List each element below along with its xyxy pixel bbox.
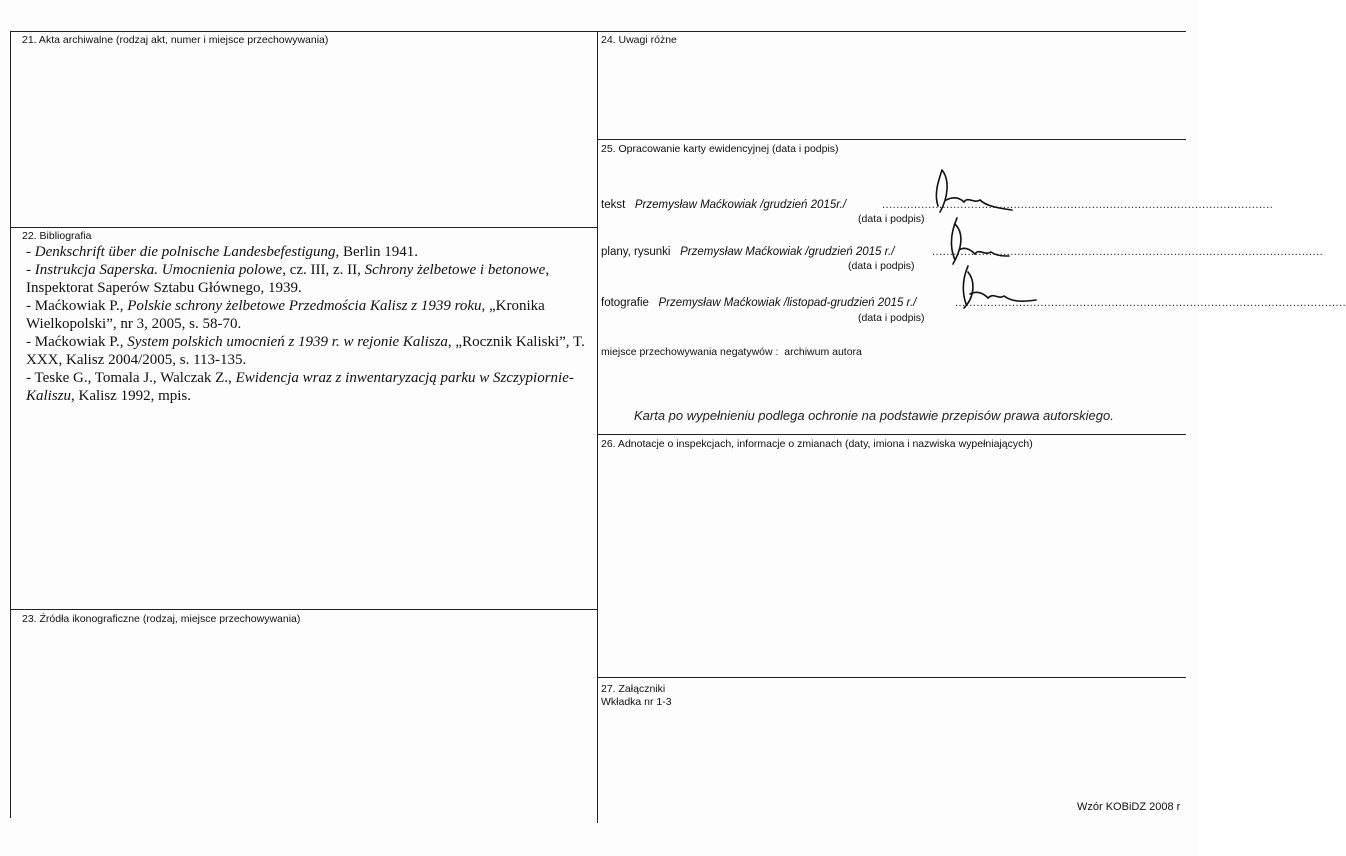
author-row-text (601, 199, 846, 211)
rule-24-25 (597, 139, 1186, 140)
author-row-plans (601, 246, 894, 258)
row-sub-label: (data i podpis) (858, 213, 925, 225)
left-rule (10, 31, 11, 818)
section-22-label: 22. Bibliografia (22, 230, 92, 242)
section-24-label: 24. Uwagi różne (601, 34, 677, 46)
negatives-label: miejsce przechowywania negatywów : (601, 346, 779, 358)
row-value: Przemysław Maćkowiak /grudzień 2015 r./ (680, 246, 895, 258)
top-rule (10, 31, 1186, 32)
column-divider (597, 31, 598, 823)
section-26-label: 26. Adnotacje o inspekcjach, informacje o zmianach (daty, imiona i nazwiska wypełniających) (601, 438, 1033, 450)
bibliography-list (26, 243, 586, 405)
row-value: Przemysław Maćkowiak /listopad-grudzień 2015 r./ (658, 297, 917, 309)
signature-dots: .............................................................................................................. (955, 297, 1346, 309)
section-21-label: 21. Akta archiwalne (rodzaj akt, numer i miejsce przechowywania) (22, 34, 329, 46)
row-key: tekst (601, 199, 626, 211)
signature-dots: .............................................................................................................. (882, 199, 1274, 211)
signature-icon (920, 160, 1020, 220)
rule-21-22 (10, 227, 598, 228)
rule-26-27 (597, 677, 1186, 678)
form-template-label: Wzór KOBiDZ 2008 r (1077, 801, 1181, 813)
bibliography-entry: - Teske G., Tomala J., Walczak Z., Ewidencja wraz z inwentaryzacją parku w Szczypiornie-Kaliszu, Kalisz 1992, mpis. (26, 370, 574, 404)
copyright-notice: Karta po wypełnieniu podlega ochronie na podstawie przepisów prawa autorskiego. (634, 408, 1114, 423)
signature-icon (940, 262, 1040, 322)
row-key: plany, rysunki (601, 246, 671, 258)
bibliography-entry: - Denkschrift über die polnische Landesbefestigung, Berlin 1941. (26, 244, 419, 260)
negatives-value: archiwum autora (784, 346, 862, 358)
row-sub-label: (data i podpis) (848, 260, 915, 272)
section-27-label: 27. Załączniki (601, 683, 666, 695)
section-25-label: 25. Opracowanie karty ewidencyjnej (data i podpis) (601, 143, 839, 155)
negatives-row (601, 346, 862, 358)
bibliography-entry: - Instrukcja Saperska. Umocnienia polowe, cz. III, z. II, Schrony żelbetowe i betonowe, Inspektorat Saperów Sztabu Głównego, 1939. (26, 262, 550, 296)
signature-dots: .............................................................................................................. (932, 246, 1324, 258)
bibliography-entry: - Maćkowiak P., System polskich umocnień z 1939 r. w rejonie Kalisza, „Rocznik Kaliski”, T. XXX, Kalisz 2004/2005, s. 113-135. (26, 334, 585, 368)
row-sub-label: (data i podpis) (858, 312, 925, 324)
bibliography-entry: - Maćkowiak P., Polskie schrony żelbetowe Przedmościa Kalisz z 1939 roku, „Kronika Wielkopolski”, nr 3, 2005, s. 58-70. (26, 298, 545, 332)
rule-22-23 (10, 609, 598, 610)
author-row-photos (601, 297, 916, 309)
row-value: Przemysław Maćkowiak /grudzień 2015r./ (634, 199, 847, 211)
row-key: fotografie (601, 297, 649, 309)
section-27-value: Wkładka nr 1-3 (601, 696, 672, 708)
section-23-label: 23. Źródła ikonograficzne (rodzaj, miejsce przechowywania) (22, 613, 301, 625)
rule-25-26 (597, 434, 1186, 435)
